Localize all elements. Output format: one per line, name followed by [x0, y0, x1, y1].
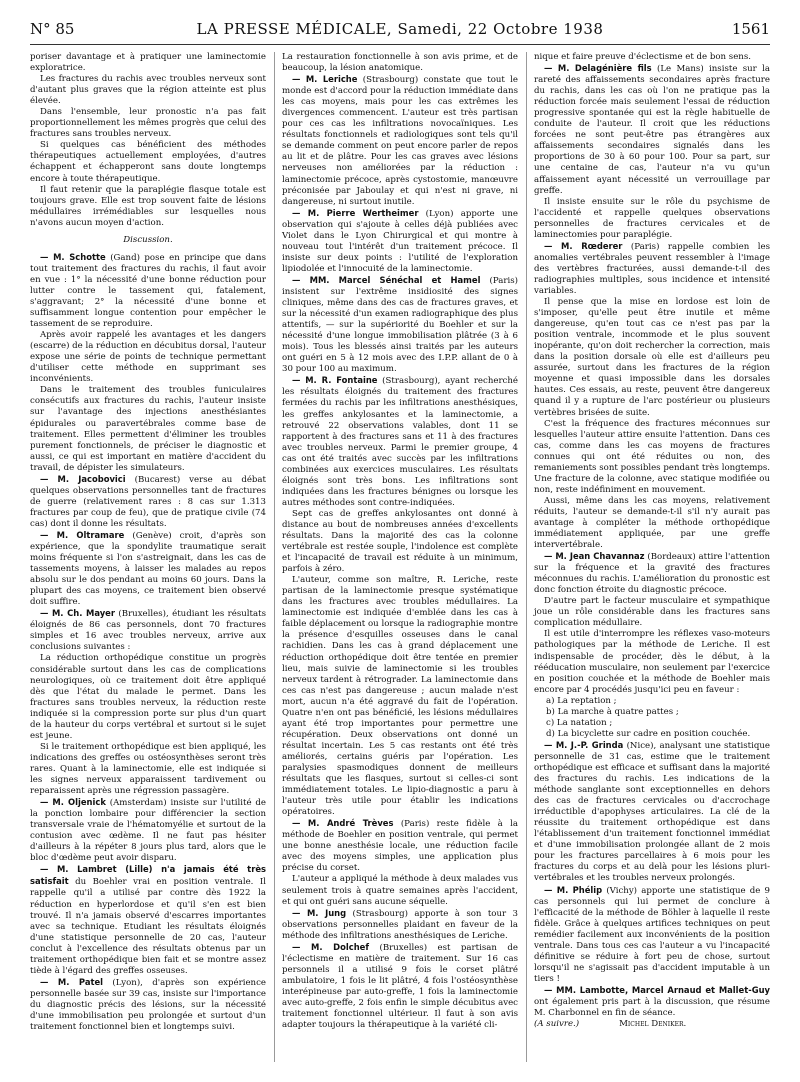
discussion-entry — [30, 864, 266, 976]
text-paragraph — [30, 107, 266, 140]
paragraph-text: nique et faire preuve d'éclectisme et de bon sens. — [534, 52, 751, 62]
header-rule — [30, 44, 770, 45]
text-paragraph — [534, 596, 770, 629]
discussion-entry — [282, 942, 518, 1031]
text-paragraph — [534, 496, 770, 551]
text-paragraph — [30, 52, 266, 74]
paragraph-text: (Vichy) apporte une statistique de 9 cas personnels qui lui permet de conclure à l'efficacité de la méthode de Böhler à laquelle il reste fidèle. Grâce à quelques artifices techniques on peut remédier facilement aux inconvénients de la position ventrale. Dans tous ces cas l'auteur a vu l'incapacité définitive se réduire à fort peu de chose, surtout lorsqu'il ne s'agissait pas d'accident imputable à un tiers ! — [534, 885, 770, 984]
text-paragraph — [30, 235, 266, 246]
paragraph-text: Il faut retenir que la paraplégie flasque totale est toujours grave. Elle est trop souvent faite de lésions médullaires irrémédiables sur lesquelles nous n'avons aucun moyen d'action. — [30, 184, 266, 228]
to-be-continued: (A suivre.) — [534, 1019, 580, 1030]
paragraph-text: Il est utile d'interrompre les réflexes vaso-moteurs pathologiques par la méthode de Leriche. Il est indispensable de procéder, dès le début, à la rééducation musculaire, non seulement par l'exercice en position couchée et la méthode de Boehler mais encore par 4 procédés jusqu'ici peu en faveur : — [534, 629, 770, 695]
discussion-entry — [30, 530, 266, 608]
text-paragraph — [282, 509, 518, 575]
text-paragraph — [30, 742, 266, 797]
speaker-name: — M. André Trèves — [292, 818, 394, 829]
text-paragraph — [282, 52, 518, 74]
paragraph-text: L'auteur, comme son maître, R. Leriche, reste partisan de la laminectomie presque systématique dans les fractures avec troubles médullaires. La laminectomie est indiquée d'emblée dans les cas à faible déplacement ou lorsque la radiographie montre la présence d'esquilles osseuses dans le canal rachidien. Dans les cas à grand déplacement une réduction orthopédique doit être tentée en premier lieu, mais suivie de laminectomie si les troubles nerveux tardent à rétrograder. La laminectomie dans ces cas n'est pas dangereuse ; aucun malade n'est mort, aucun n'a été aggravé du fait de l'opération. Quatre n'en ont pas bénéficié, les lésions médullaires ayant été trop importantes pour permettre une récupération. Deux observations ont donné un résultat incertain. Les 5 cas restants ont été très améliorés, certains guéris par l'opération. Les paralysies spasmodiques donnent de meilleurs résultats que les flasques, surtout si celles-ci sont immédiatement totales. Le lipio-diagnostic a paru à l'auteur très utile pour établir les indications opératoires. — [282, 575, 518, 818]
paragraph-text: (Bucarest) verse au débat quelques observations personnelles tant de fractures de guerre (relativement rares : 8 cas sur 1.313 fractures par coup de feu), que de pratique civile (74 cas) dont il donne les résultats. — [30, 474, 266, 529]
speaker-name: — M. Schotte — [40, 251, 106, 262]
speaker-name: — M. Delagénière fils — [544, 63, 652, 74]
discussion-entry — [534, 241, 770, 297]
speaker-name: — M. Oljenick — [40, 797, 106, 808]
paragraph-text: (Lyon) apporte une observation qui s'ajoute à celles déjà publiées avec Violet dans le Lyon Chirurgical et qui montre à nouveau tout l'intérêt d'un traitement précoce. Il insiste sur deux points : l'utilité de l'exploration lipiodolée et l'innocuité de la laminectomie. — [282, 208, 518, 274]
text-paragraph — [534, 707, 770, 718]
discussion-entry — [282, 275, 518, 375]
text-paragraph — [534, 419, 770, 496]
speaker-name: — M. Jung — [292, 907, 347, 918]
paragraph-text: (Strasbourg) constate que tout le monde est d'accord pour la réduction immédiate dans les cas moyens, mais pour les cas extrêmes les divergences commencent. L'auteur est très partisan pour ces cas les infiltrations novocaïniques. Les résultats fonctionnels et radiologiques sont tels qu'il se demande comment on peut encore parler de repos au lit et de plâtre. Pour les cas graves avec lésions nerveuses non améliorées par la réduction : laminectomie précoce, après cystostomie, manœuvre préconisée par Jaboulay et qui n'est ni grave, ni dangereuse, ni surtout inutile. — [282, 75, 518, 207]
discussion-entry — [30, 474, 266, 530]
discussion-entry — [30, 252, 266, 330]
column-2 — [282, 52, 518, 1031]
text-paragraph — [534, 629, 770, 695]
text-paragraph — [534, 197, 770, 241]
paragraph-text: L'auteur a appliqué la méthode à deux malades vus seulement trois à quatre semaines après l'accident, et qui ont guéri sans aucune séquelle. — [282, 874, 518, 907]
column-1 — [30, 52, 266, 1033]
speaker-name: — M. Ch. Mayer — [40, 608, 115, 619]
speaker-name: — M. Jacobovici — [40, 473, 126, 484]
text-paragraph — [534, 729, 770, 740]
discussion-entry — [534, 63, 770, 197]
paragraph-text: (Bruxelles) est partisan de l'éclectisme en matière de traitement. Sur 16 cas personnels il a utilisé 9 fois le corset plâtré ambulatoire, 1 fois le lit plâtré, 4 fois l'ostéosynthèse interépineuse par auto-greffe, 1 fois la laminectomie avec auto-greffe, 2 fois enfin le simple décubitus avec traitement fonctionnel ultérieur. Il faut à son avis adapter toujours la thérapeutique à la variété cli- — [282, 942, 518, 1031]
speaker-name: — M. Phélip — [544, 884, 603, 895]
speaker-name: — M. Dolchef — [292, 941, 370, 952]
paragraph-text: Aussi, même dans les cas moyens, relativement réduits, l'auteur se demande-t-il s'il n'y aurait pas avantage à compléter la méthode orthopédique immédiatement appliquée, par une greffe intervertébrale. — [534, 495, 770, 551]
paragraph-text: ont également pris part à la discussion, que résume M. Charbonnel en fin de séance. — [534, 996, 770, 1019]
paragraph-text: Dans l'ensemble, leur pronostic n'a pas fait proportionnellement les mêmes progrès que celui des fractures sans troubles nerveux. — [30, 107, 266, 140]
paragraph-text: (Le Mans) insiste sur la rareté des affaissements secondaires après fracture du rachis, dans les cas où l'on ne pratique pas la réduction forcée mais seulement l'essai de réduction progressive spontanée qui est la règle habituelle de conduite de l'auteur. Il croit que les réductions forcées ne sont peut-être pas étrangères aux affaissements secondaires signalés dans les proportions de 30 à 60 pour 100. Pour sa part, sur une centaine de cas, l'auteur n'a vu qu'un affaissement ayant nécessité un verrouillage par greffe. — [534, 64, 770, 196]
paragraph-text: Dans le traitement des troubles funiculaires consécutifs aux fractures du rachis, l'auteur insiste sur l'avantage des injections anesthésiantes épidurales ou paravertébrales comme base de traitement. Elles permettent d'éliminer les troubles purement fonctionnels, de préciser le diagnostic et aussi, ce qui est important en matière d'accident du travail, de dépister les simulateurs. — [30, 385, 266, 473]
author-signature: Michel Deniker. — [619, 1019, 687, 1030]
speaker-name: — MM. Marcel Sénéchal et Hamel — [292, 274, 481, 285]
paragraph-text: Sept cas de greffes ankylosantes ont donné à distance au bout de nombreuses années d'excellents résultats. Dans la majorité des cas la colonne vertébrale est restée souple, l'indolence est complète et l'incapacité de travail est réduite à un minimum, parfois à zéro. — [282, 508, 518, 575]
speaker-name: — M. J.-P. Grinda — [544, 739, 624, 750]
paragraph-text: a) La reptation ; — [546, 695, 617, 706]
text-paragraph — [534, 297, 770, 419]
paragraph-text: (Amsterdam) insiste sur l'utilité de la ponction lombaire pour différencier la section transversale vraie de l'hématomyélie et surtout de la contusion avec œdème. Il ne faut pas hésiter d'ailleurs à la répéter 8 jours plus tard, alors que le bloc d'œdème peut avoir disparu. — [30, 798, 266, 864]
text-paragraph — [282, 575, 518, 818]
text-paragraph — [30, 330, 266, 385]
page-number: 1561 — [731, 20, 770, 38]
paragraph-text: (Lyon), d'après son expérience personnelle basée sur 39 cas, insiste sur l'importance du diagnostic précis des lésions, sur la nécessité d'une immobilisation peu prolongée et surtout d'un traitement fonctionnel bien et longtemps suivi. — [30, 977, 266, 1033]
discussion-entry — [30, 797, 266, 864]
paragraph-text: Il pense que la mise en lordose est loin de s'imposer, qu'elle peut être inutile et même dangereuse, qu'en tout cas ce n'est pas par la position ventrale, incommode et le plus souvent inopérante, qu'on doit rechercher la correction, mais dans la position dorsale où elle est d'ailleurs peu assurée, surtout dans les fractures de la région moyenne et quasi impossible dans les dorsales hautes. Ces essais, au reste, peuvent être dangereux quand il y a rupture de l'arc postérieur ou plusieurs vertèbres brisées de suite. — [534, 297, 770, 418]
issue-number: N° 85 — [30, 20, 75, 38]
text-paragraph — [534, 696, 770, 707]
discussion-entry — [534, 985, 770, 1019]
paragraph-text: du Boehler vrai en position ventrale. Il rappelle qu'il a utilisé par contre dès 1922 la réduction en hyperlordose et qu'il s'en est bien trouvé. Il n'a jamais observé d'escarres importantes avec sa technique. Etudiant les résultats éloignés d'une statistique personnelle de 20 cas, l'auteur conclut à l'excellence des résultats obtenus par un traitement orthopédique bien fait et se montre assez tiède à l'égard des greffes osseuses. — [30, 877, 266, 976]
discussion-entry — [534, 551, 770, 596]
column-3 — [534, 52, 770, 1030]
discussion-entry — [282, 74, 518, 208]
text-paragraph — [30, 653, 266, 741]
discussion-entry — [282, 375, 518, 509]
speaker-name: — M. Leriche — [292, 74, 358, 85]
paragraph-text: D'autre part le facteur musculaire et sympathique joue un rôle considérable dans les fractures sans complication médullaire. — [534, 596, 770, 629]
paragraph-text: Si le traitement orthopédique est bien appliqué, les indications des greffes ou ostéosynthèses seront très rares. Quant à la laminectomie, elle est indiquée si les signes nerveux apparaissent tardivement ou reparaissent après une régression passagère. — [30, 741, 266, 797]
text-paragraph — [30, 385, 266, 473]
speaker-name: — M. Pierre Wertheimer — [292, 207, 419, 218]
discussion-entry — [282, 208, 518, 275]
speaker-name: — M. Jean Chavannaz — [544, 551, 645, 562]
column-divider — [526, 52, 527, 1062]
discussion-entry — [534, 885, 770, 985]
paragraph-text: (Bruxelles), étudiant les résultats éloignés de 86 cas personnels, dont 70 fractures simples et 16 avec troubles nerveux, arrive aux conclusions suivantes : — [30, 609, 266, 653]
text-paragraph — [534, 718, 770, 729]
text-paragraph — [30, 140, 266, 184]
speaker-name: — M. Lambret (Lille) n'a jamais été très satisfait — [30, 864, 266, 887]
speaker-name: — M. R. Fontaine — [292, 375, 378, 386]
column-divider — [274, 52, 275, 1062]
paragraph-text: (Strasbourg), ayant recherché les résultats éloignés du traitement des fractures fermées du rachis par les infiltrations anesthésiques, les greffes ankylosantes et la laminectomie, a retrouvé 22 observations valables, dont 11 se rapportent à des fractures sans et 11 à des fractures avec troubles nerveux. Parmi le premier groupe, 4 cas ont été traités avec succès par les infiltrations combinées aux exercices musculaires. Les résultats éloignés sont très bons. Les infiltrations sont indiquées dans les fractures bénignes ou lorsque les autres méthodes sont contre-indiquées. — [282, 376, 518, 508]
discussion-entry — [534, 740, 770, 885]
paragraph-text: Il insiste ensuite sur le rôle du psychisme de l'accidenté et rappelle quelques observations personnelles de fractures cervicales et de laminectomies pour paraplégie. — [534, 196, 770, 240]
paragraph-text: (Bordeaux) attire l'attention sur la fréquence et la gravité des fractures méconnues du rachis. L'amélioration du pronostic est donc fonction étroite du diagnostic précoce. — [534, 552, 770, 596]
speaker-name: — M. Patel — [40, 976, 104, 987]
discussion-entry — [30, 608, 266, 653]
text-paragraph — [30, 74, 266, 107]
paragraph-text: (Gand) pose en principe que dans tout traitement des fractures du rachis, il faut avoir en vue : 1° la nécessité d'une bonne réduction pour lutter contre le tassement qui, fatalement, s'aggravant; 2° la nécessité d'une bonne et suffisamment longue contention pour empêcher le tassement de se reproduire. — [30, 252, 266, 330]
paragraph-text: Discussion. — [123, 234, 173, 245]
text-paragraph — [282, 874, 518, 907]
paragraph-text: Si quelques cas bénéficient des méthodes thérapeutiques actuellement employées, d'autres échappent et échapperont sans doute longtemps encore à toute thérapeutique. — [30, 140, 266, 184]
page-header — [30, 20, 770, 42]
journal-title: LA PRESSE MÉDICALE, Samedi, 22 Octobre 1938 — [196, 20, 604, 38]
paragraph-text: poriser davantage et à pratiquer une laminectomie exploratrice. — [30, 52, 266, 74]
discussion-entry — [30, 977, 266, 1033]
paragraph-text: b) La marche à quatre pattes ; — [546, 706, 679, 717]
signature-line — [534, 1019, 770, 1030]
paragraph-text: (Strasbourg) apporte à son tour 3 observations personnelles plaidant en faveur de la méthode des infiltrations anesthésiques de Leriche. — [282, 908, 518, 941]
paragraph-text: c) La natation ; — [546, 717, 613, 728]
paragraph-text: Après avoir rappelé les avantages et les dangers (escarre) de la réduction en décubitus dorsal, l'auteur expose une série de points de technique permettant d'utiliser cette méthode en supprimant ses inconvénients. — [30, 330, 266, 385]
speaker-name: — M. Rœderer — [544, 240, 623, 251]
paragraph-text: (Paris) reste fidèle à la méthode de Boehler en position ventrale, qui permet une bonne anesthésie locale, une réduction facile avec des moyens simples, une application plus précise du corset. — [282, 819, 518, 874]
paragraph-text: (Paris) rappelle combien les anomalies vertébrales peuvent ressembler à l'image des vertèbres fracturées, aussi demande-t-il des radiographies multiples, sous incidence et intensité variables. — [534, 241, 771, 296]
paragraph-text: (Genève) croit, d'après son expérience, que la spondylite traumatique serait moins fréquente si l'on s'astreignait, dans les cas de tassements moyens, à laisser les malades au repos absolu sur le dos pendant au moins 60 jours. Dans la plupart des cas moyens, ce traitement bien observé doit suffire. — [30, 530, 266, 608]
speaker-name: — MM. Lambotte, Marcel Arnaud et Mallet-Guy — [544, 984, 770, 995]
speaker-name: — M. Oltramare — [40, 529, 125, 540]
paragraph-text: d) La bicyclette sur cadre en position couchée. — [546, 728, 751, 739]
text-paragraph — [30, 185, 266, 229]
discussion-entry — [282, 818, 518, 874]
paragraph-text: La restauration fonctionnelle à son avis prime, et de beaucoup, la lésion anatomique. — [282, 52, 518, 74]
text-paragraph — [534, 52, 770, 63]
paragraph-text: C'est la fréquence des fractures méconnues sur lesquelles l'auteur attire ensuite l'attention. Dans ces cas, comme dans les cas moyens de fractures connues qui ont été réduites ou non, des remaniements sont possibles pendant très longtemps. Une fracture de la colonne, avec statique modifiée ou non, reste indéfiniment en mouvement. — [534, 418, 770, 495]
discussion-entry — [282, 908, 518, 942]
paragraph-text: (Paris) insistent sur l'extrême insidiosité des signes cliniques, même dans des cas de fractures graves, et sur la nécessité d'un examen radiographique des plus attentifs, — sur la supériorité du Boehler et sur la nécessité d'une longue immobilisation plâtrée (3 à 6 mois). Tous les blessés ainsi traités par les auteurs ont guéri en 5 à 12 mois avec des I.P.P. allant de 0 à 30 pour 100 au maximum. — [282, 275, 518, 375]
paragraph-text: Les fractures du rachis avec troubles nerveux sont d'autant plus graves que la région atteinte est plus élevée. — [30, 74, 266, 107]
paragraph-text: (Nice), analysant une statistique personnelle de 31 cas, estime que le traitement orthopédique est efficace et suffisant dans la majorité des fractures du rachis. Les indications de la méthode sanglante sont exceptionnelles en dehors des cas de fractures cervicales ou d'accrochage irréductible d'apophyses articulaires. La clé de la réussite du traitement orthopédique est dans l'établissement d'un traitement fonctionnel immédiat et d'une immobilisation prolongée allant de 2 mois pour les fractures parcellaires à 6 mois pour les fractures du corps et au delà pour les lésions pluri-vertébrales et les troubles nerveux prolongés. — [534, 740, 770, 884]
paragraph-text: La réduction orthopédique constitue un progrès considérable surtout dans les cas de complications neurologiques, où ce traitement doit être appliqué dès que l'état du malade le permet. Dans les fractures sans troubles nerveux, la réduction reste indiquée si la compression porte sur plus d'un quart de la hauteur du corps vertébral et surtout si le sujet est jeune. — [30, 653, 266, 741]
